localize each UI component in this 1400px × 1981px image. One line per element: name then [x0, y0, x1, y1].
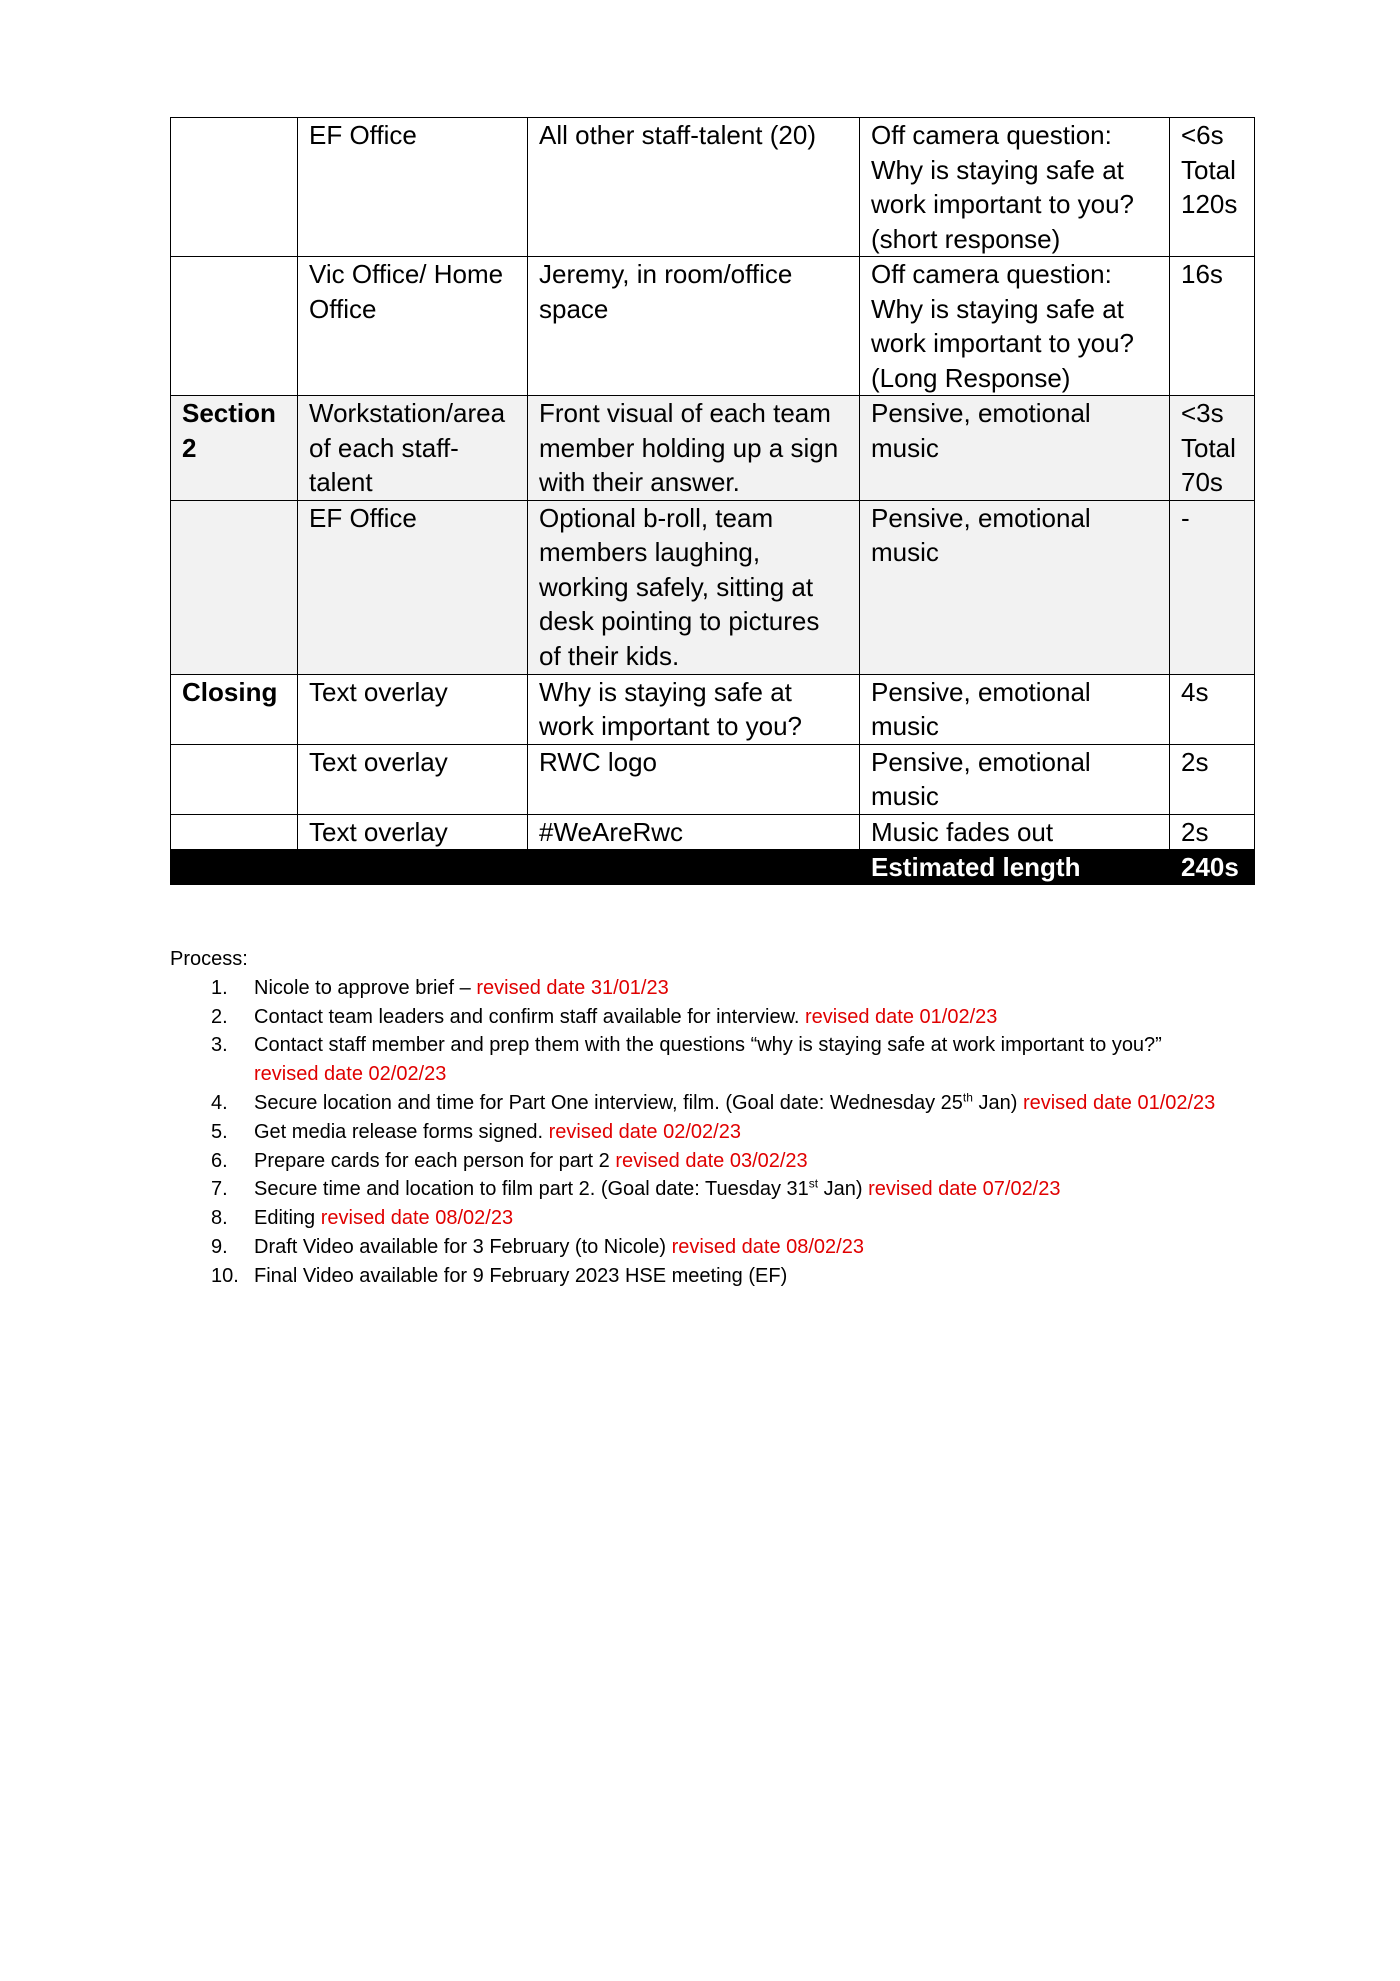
step-text: Contact staff member and prep them with the questions “why is staying safe at work important to you?”	[254, 1034, 1162, 1057]
duration-cell: <3s Total 70s	[1170, 396, 1255, 501]
section-cell: Closing	[171, 674, 298, 744]
visual-cell: Jeremy, in room/office space	[528, 257, 860, 396]
process-title: Process:	[170, 948, 248, 970]
visual-cell: Front visual of each team member holding up a sign with their answer.	[528, 396, 860, 501]
duration-cell: <6s Total 120s	[1170, 118, 1255, 257]
process-section	[170, 945, 1230, 1291]
step-number: 2.	[211, 1005, 228, 1028]
step-number: 5.	[211, 1120, 228, 1143]
ordinal-suffix: th	[962, 1090, 973, 1105]
list-item	[170, 1262, 1230, 1291]
section-cell: Section 2	[171, 396, 298, 501]
step-number: 9.	[211, 1235, 228, 1258]
audio-cell: Pensive, emotional music	[860, 744, 1170, 814]
visual-cell: #WeAreRwc	[528, 814, 860, 850]
step-number: 10.	[211, 1264, 239, 1287]
list-item	[170, 1147, 1230, 1176]
visual-cell: Optional b-roll, team members laughing, working safely, sitting at desk pointing to pictures of their kids.	[528, 500, 860, 674]
table-row	[171, 118, 1255, 257]
visual-cell: Why is staying safe at work important to you?	[528, 674, 860, 744]
visual-cell: RWC logo	[528, 744, 860, 814]
table-row	[171, 396, 1255, 501]
step-text: Prepare cards for each person for part 2	[254, 1149, 616, 1172]
revised-date: revised date 03/02/23	[615, 1149, 808, 1172]
location-cell: Workstation/area of each staff-talent	[298, 396, 528, 501]
location-cell: Vic Office/ Home Office	[298, 257, 528, 396]
step-text: Contact team leaders and confirm staff available for interview.	[254, 1005, 806, 1028]
step-text: Secure location and time for Part One interview, film. (Goal date: Wednesday 25	[254, 1091, 963, 1114]
revised-date: revised date 08/02/23	[320, 1207, 514, 1230]
list-item	[170, 1118, 1230, 1147]
section-cell	[171, 814, 298, 850]
revised-date: revised date 31/01/23	[476, 976, 669, 999]
step-text: Nicole to approve brief –	[254, 976, 477, 999]
audio-cell: Music fades out	[860, 814, 1170, 850]
empty-cell	[298, 850, 528, 885]
total-label: Estimated length	[860, 850, 1170, 885]
step-number: 4.	[211, 1091, 228, 1114]
duration-cell: 2s	[1170, 814, 1255, 850]
ordinal-suffix: st	[808, 1176, 819, 1191]
step-text: Get media release forms signed.	[254, 1120, 549, 1143]
audio-cell: Off camera question: Why is staying safe at work important to you? (short response)	[860, 118, 1170, 257]
location-cell: EF Office	[298, 118, 528, 257]
list-item	[170, 1089, 1230, 1118]
duration-cell: -	[1170, 500, 1255, 674]
section-cell	[171, 118, 298, 257]
revised-date: revised date 08/02/23	[671, 1235, 864, 1258]
total-row	[171, 850, 1255, 885]
step-text-after: Jan)	[818, 1178, 869, 1201]
section-cell	[171, 500, 298, 674]
list-item	[170, 1003, 1230, 1032]
visual-cell: All other staff-talent (20)	[528, 118, 860, 257]
revised-date: revised date 02/02/23	[548, 1120, 741, 1143]
empty-cell	[528, 850, 860, 885]
list-item	[170, 1233, 1230, 1262]
total-value: 240s	[1170, 850, 1255, 885]
audio-cell: Pensive, emotional music	[860, 674, 1170, 744]
list-item	[170, 974, 1230, 1003]
step-number: 7.	[211, 1178, 228, 1201]
revised-date: revised date 02/02/23	[254, 1063, 447, 1086]
location-cell: Text overlay	[298, 814, 528, 850]
step-text-after: Jan)	[972, 1091, 1023, 1114]
location-cell: Text overlay	[298, 744, 528, 814]
list-item	[170, 1175, 1230, 1204]
section-cell	[171, 744, 298, 814]
table-row	[171, 500, 1255, 674]
audio-cell: Pensive, emotional music	[860, 500, 1170, 674]
table-row	[171, 744, 1255, 814]
list-item	[170, 1031, 1230, 1089]
step-text: Final Video available for 9 February 2023 HSE meeting (EF)	[254, 1264, 788, 1287]
step-number: 6.	[211, 1149, 228, 1172]
section-cell	[171, 257, 298, 396]
step-number: 3.	[211, 1034, 228, 1057]
location-cell: Text overlay	[298, 674, 528, 744]
duration-cell: 4s	[1170, 674, 1255, 744]
table-row	[171, 257, 1255, 396]
production-plan-table	[170, 117, 1255, 885]
list-item	[170, 1204, 1230, 1233]
table-row	[171, 814, 1255, 850]
step-number: 1.	[211, 976, 228, 999]
duration-cell: 16s	[1170, 257, 1255, 396]
revised-date: revised date 01/02/23	[805, 1005, 998, 1028]
process-steps	[170, 974, 1230, 1291]
table-row	[171, 674, 1255, 744]
step-text: Secure time and location to film part 2. (Goal date: Tuesday 31	[254, 1178, 809, 1201]
duration-cell: 2s	[1170, 744, 1255, 814]
location-cell: EF Office	[298, 500, 528, 674]
step-number: 8.	[211, 1207, 228, 1230]
step-text: Draft Video available for 3 February (to Nicole)	[254, 1235, 672, 1258]
revised-date: revised date 01/02/23	[1022, 1091, 1216, 1114]
audio-cell: Pensive, emotional music	[860, 396, 1170, 501]
empty-cell	[171, 850, 298, 885]
revised-date: revised date 07/02/23	[868, 1178, 1061, 1201]
step-text: Editing	[254, 1207, 321, 1230]
audio-cell: Off camera question: Why is staying safe at work important to you? (Long Response)	[860, 257, 1170, 396]
